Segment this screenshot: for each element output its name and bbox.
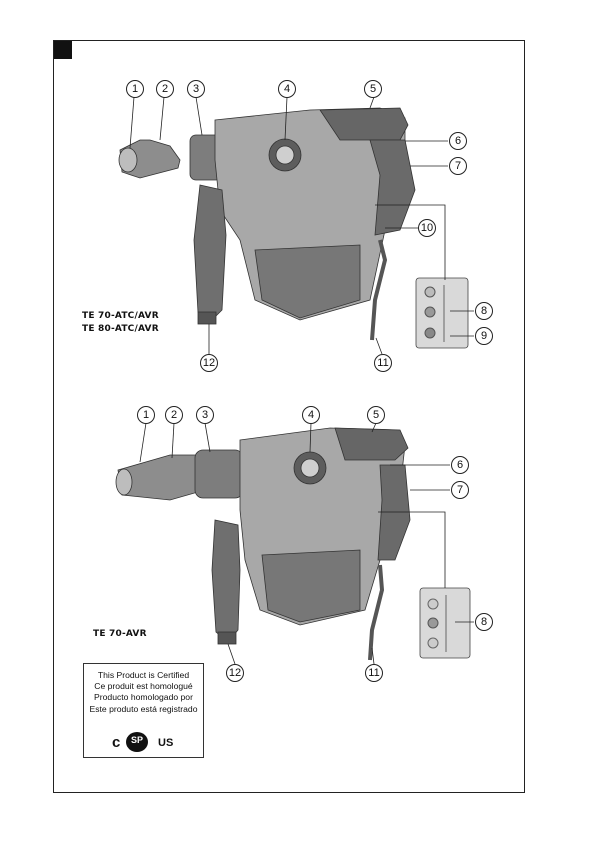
certification-box: [83, 663, 204, 758]
callout-7: 7: [449, 157, 467, 175]
callout-1: 1: [126, 80, 144, 98]
callout-8: 8: [475, 302, 493, 320]
callout-2: 2: [156, 80, 174, 98]
certification-line: Ce produit est homologué: [94, 681, 193, 692]
callout-4: 4: [302, 406, 320, 424]
callout-11: 11: [365, 664, 383, 682]
certification-line: Este produto está registrado: [89, 703, 198, 714]
hammer-top: [119, 108, 415, 340]
switch-inset-bottom: [420, 588, 470, 658]
callout-6: 6: [449, 132, 467, 150]
callout-9: 9: [475, 327, 493, 345]
certification-line: This Product is Certified: [97, 670, 190, 680]
csa-seal-icon: SP: [126, 732, 148, 752]
callout-10: 10: [418, 219, 436, 237]
callout-1: 1: [137, 406, 155, 424]
logo-us: US: [158, 737, 174, 749]
callout-5: 5: [364, 80, 382, 98]
hammer-bottom: [116, 428, 410, 660]
callout-12: 12: [200, 354, 218, 372]
callout-6: 6: [451, 456, 469, 474]
callout-4: 4: [278, 80, 296, 98]
callout-2: 2: [165, 406, 183, 424]
callout-8: 8: [475, 613, 493, 631]
callout-7: 7: [451, 481, 469, 499]
callout-5: 5: [367, 406, 385, 424]
switch-inset-top: [416, 278, 468, 348]
callout-12: 12: [226, 664, 244, 682]
certification-line: Producto homologado por: [94, 692, 193, 703]
model-label: TE 80-ATC/AVR: [82, 324, 159, 334]
callout-3: 3: [187, 80, 205, 98]
callout-3: 3: [196, 406, 214, 424]
csa-certification-logo: [112, 732, 182, 752]
logo-c: c: [112, 734, 121, 751]
model-label: TE 70-AVR: [93, 629, 147, 639]
callout-11: 11: [374, 354, 392, 372]
model-label: TE 70-ATC/AVR: [82, 311, 159, 321]
